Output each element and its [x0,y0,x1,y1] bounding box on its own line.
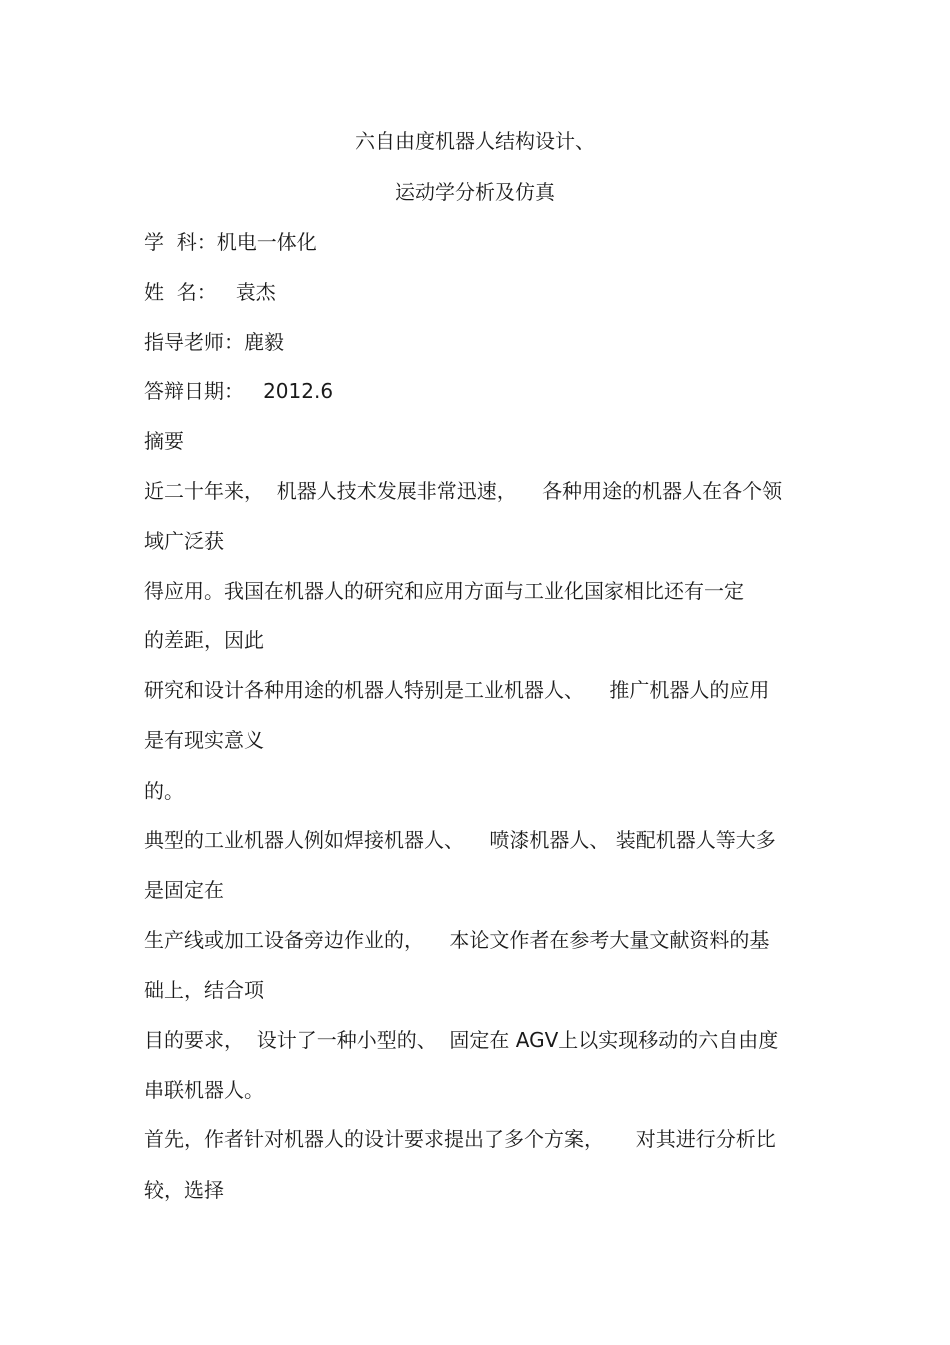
abstract-line: 较，选择 [144,1178,224,1202]
advisor-field: 指导老师：鹿毅 [144,330,284,354]
abstract-line: 首先，作者针对机器人的设计要求提出了多个方案， 对其进行分析比 [144,1127,776,1151]
abstract-line: 域广泛获 [144,529,224,553]
abstract-line: 近二十年来， 机器人技术发展非常迅速， 各种用途的机器人在各个领 [144,479,783,503]
abstract-line: 串联机器人。 [144,1078,264,1102]
abstract-line: 目的要求， 设计了一种小型的、 固定在 AGV上以实现移动的六自由度 [144,1028,779,1052]
subject-field: 学 科：机电一体化 [144,230,317,254]
title-line-2: 运动学分析及仿真 [395,180,555,204]
author-name-field: 姓 名： 袁杰 [144,280,276,304]
defense-date-field: 答辩日期： 2012.6 [144,379,334,403]
abstract-line: 研究和设计各种用途的机器人特别是工业机器人、 推广机器人的应用 [144,678,770,702]
abstract-line: 的差距，因此 [144,628,264,652]
abstract-line: 是有现实意义 [144,728,264,752]
abstract-line: 的。 [144,779,184,803]
abstract-line: 典型的工业机器人例如焊接机器人、 喷漆机器人、 装配机器人等大多 [144,828,776,852]
abstract-line: 是固定在 [144,878,224,902]
abstract-line: 得应用。我国在机器人的研究和应用方面与工业化国家相比还有一定 [144,579,744,603]
abstract-line: 生产线或加工设备旁边作业的， 本论文作者在参考大量文献资料的基 [144,928,770,952]
title-line-1: 六自由度机器人结构设计、 [355,129,595,153]
abstract-heading: 摘要 [144,429,184,453]
abstract-line: 础上，结合项 [144,978,264,1002]
